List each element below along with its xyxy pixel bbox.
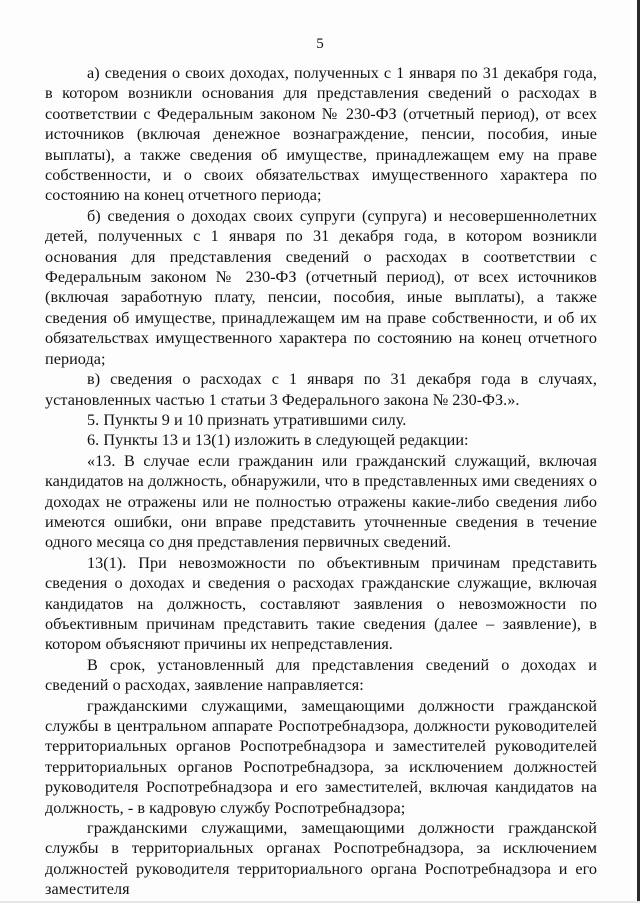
paragraph-item-b: б) сведения о доходах своих супруги (супруга) и несовершеннолетних детей, полученных с 1 января по 31 декабря года, в котором возникли основания для представления сведений о расходах в соответствии с Федеральным законом № 230-ФЗ (отчетный период), от всех источников (включая заработную плату, пенсии, пособия, иные выплаты), а также сведения об имуществе, принадлежащем им на праве собственности, и об их обязательствах имущественного характера по состоянию на конец отчетного периода; xyxy=(45,206,597,368)
paragraph-item-v: в) сведения о расходах с 1 января по 31 декабря года в случаях, установленных частью 1 статьи 3 Федерального закона № 230-ФЗ.». xyxy=(45,370,597,409)
paragraph-point-6: 6. Пункты 13 и 13(1) изложить в следующей редакции: xyxy=(87,431,469,450)
paragraph-territorial-bodies: гражданскими служащими, замещающими должности гражданской службы в территориальных органах Роспотребнадзора, за исключением должностей руководителя территориального органа Роспотребнадзора и его заместителя xyxy=(45,819,597,899)
document-body xyxy=(45,63,597,900)
paragraph-item-a: а) сведения о своих доходах, полученных с 1 января по 31 декабря года, в котором возникли основания для представления сведений о расходах в соответствии с Федеральным законом № 230-ФЗ (отчетный период), от всех источников (включая денежное вознаграждение, пенсии, пособия, иные выплаты), а также сведения об имуществе, принадлежащем ему на праве собственности, и о своих обязательствах имущественного характера по состоянию на конец отчетного периода; xyxy=(45,64,597,205)
paragraph-deadline: В срок, установленный для представления сведений о доходах и сведений о расходах, заявление направляется: xyxy=(45,655,597,695)
paragraph-clause-13-1: 13(1). При невозможности по объективным причинам представить сведения о доходах и сведения о расходах гражданские служащие, включая кандидатов на должность, составляют заявления о невозможности по объективным причинам представить такие сведения (далее – заявление), в котором объясняют причины их непредставления. xyxy=(45,553,597,654)
paragraph-central-office: гражданскими служащими, замещающими должности гражданской службы в центральном аппарате Роспотребнадзора, должности руководителей территориальных органов Роспотребнадзора и заместителей руководителей территориальных органов Роспотребнадзора, за исключением должностей руководителя Роспотребнадзора и его заместителей, включая кандидатов на должность, - в кадровую службу Роспотребнадзора; xyxy=(45,696,597,817)
paragraph-clause-13: «13. В случае если гражданин или гражданский служащий, включая кандидатов на должность, обнаружили, что в представленных ими сведениях о доходах не отражены или не полностью отражены какие-либо сведения либо имеются ошибки, они вправе представить уточненные сведения в течение одного месяца со дня представления первичных сведений. xyxy=(45,451,597,552)
page-number: 5 xyxy=(316,36,324,52)
paragraph-point-5: 5. Пункты 9 и 10 признать утратившими силу. xyxy=(87,410,407,429)
